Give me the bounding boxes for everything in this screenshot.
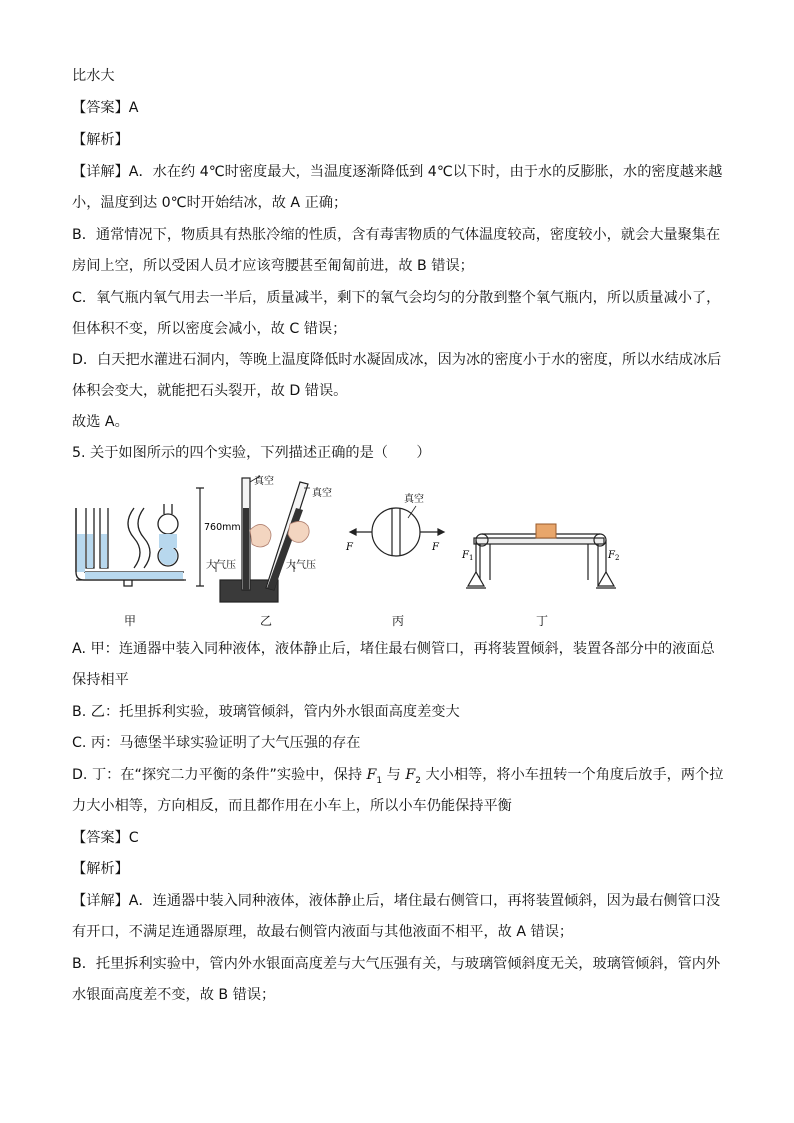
caption-jia: 甲 [124,614,137,628]
text-line: 但体积不变，所以密度会减小，故 C 错误； [72,321,347,337]
text-line: 比水大 [72,68,115,84]
answer-label: 【答案】C [72,830,139,846]
option-a-cont: 保持相平 [72,672,129,688]
option-d-part3: 大小相等，将小车扭转一个角度后放手，两个拉 [420,767,724,783]
text-line: 有开口，不满足连通器原理，故最右侧管内液面与其他液面不相平，故 A 错误； [72,924,574,940]
force-f2-label: $F_2$ [608,550,620,562]
text-line: 故选 A。 [72,414,129,430]
option-b: B. 乙：托里拆利实验，玻璃管倾斜，管内外水银面高度差变大 [72,704,460,720]
f2-subscript: 2 [415,775,421,786]
caption-bing: 丙 [392,614,405,628]
magdeburg-hemispheres-diagram [350,506,444,556]
question-stem: 5. 关于如图所示的四个实验，下列描述正确的是（ ） [72,445,431,461]
liquid-fill [77,534,183,579]
caption-yi: 乙 [260,614,273,628]
text-line: 【详解】A．水在约 4℃时密度最大，当温度逐渐降低到 4℃以下时，由于水的反膨胀，水的密度越来越 [72,164,723,180]
text-line: B．通常情况下，物质具有热胀冷缩的性质，含有毒害物质的气体温度较高，密度较小，就会大量聚集在 [72,227,721,243]
atm-label-right: 大气压 [286,560,316,571]
text-line: 【详解】A．连通器中装入同种液体，液体静止后，堵住最右侧管口，再将装置倾斜，因为最右侧管口没 [72,893,721,909]
force-left-label: F [346,542,353,553]
text-line: 体积会变大，就能把石头裂开，故 D 错误。 [72,383,348,399]
atm-label-left: 大气压 [206,560,236,571]
f1-subscript: 1 [376,775,383,786]
analysis-label: 【解析】 [72,861,129,877]
cart-block [536,524,556,538]
height-760mm-label: 760mm [204,522,241,533]
option-d-part2: 与 [382,767,406,783]
text-line: B．托里拆利实验中，管内外水银面高度差与大气压强有关，与玻璃管倾斜度无关，玻璃管倾斜，管内外 [72,956,721,972]
experiment-figure [64,468,624,620]
force-right-label: F [432,542,439,553]
force-f1-label: $F_1$ [462,550,474,562]
force-balance-diagram [466,534,616,588]
vacuum-label-1: 真空 [254,476,274,487]
hand-illustration [250,521,309,547]
vacuum-label-3: 真空 [404,494,424,505]
option-a: A. 甲：连通器中装入同种液体，液体静止后，堵住最右侧管口，再将装置倾斜，装置各部分中的液面总 [72,641,715,657]
text-line: 水银面高度差不变，故 B 错误； [72,987,276,1003]
text-line: D．白天把水灌进石洞内，等晚上温度降低时水凝固成冰，因为冰的密度小于水的密度，所以水结成冰后 [72,352,722,368]
caption-ding: 丁 [536,614,549,628]
text-line: 小，温度到达 0℃时开始结冰，故 A 正确； [72,195,348,211]
text-line: C．氧气瓶内氧气用去一半后，质量减半，剩下的氧气会均匀的分散到整个氧气瓶内，所以质量减小了， [72,290,721,306]
option-c: C. 丙：马德堡半球实验证明了大气压强的存在 [72,735,361,751]
f2-symbol: F [405,767,416,783]
vacuum-label-2: 真空 [312,488,332,499]
option-d [72,765,723,791]
analysis-label: 【解析】 [72,132,129,148]
text-line: 房间上空，所以受困人员才应该弯腰甚至匍匐前进，故 B 错误； [72,258,474,274]
f1-symbol: F [366,767,377,783]
option-d-part1: D. 丁：在“探究二力平衡的条件”实验中，保持 [72,767,367,783]
option-d-cont: 力大小相等，方向相反，而且都作用在小车上，所以小车仍能保持平衡 [72,798,512,814]
answer-label: 【答案】A [72,100,139,116]
